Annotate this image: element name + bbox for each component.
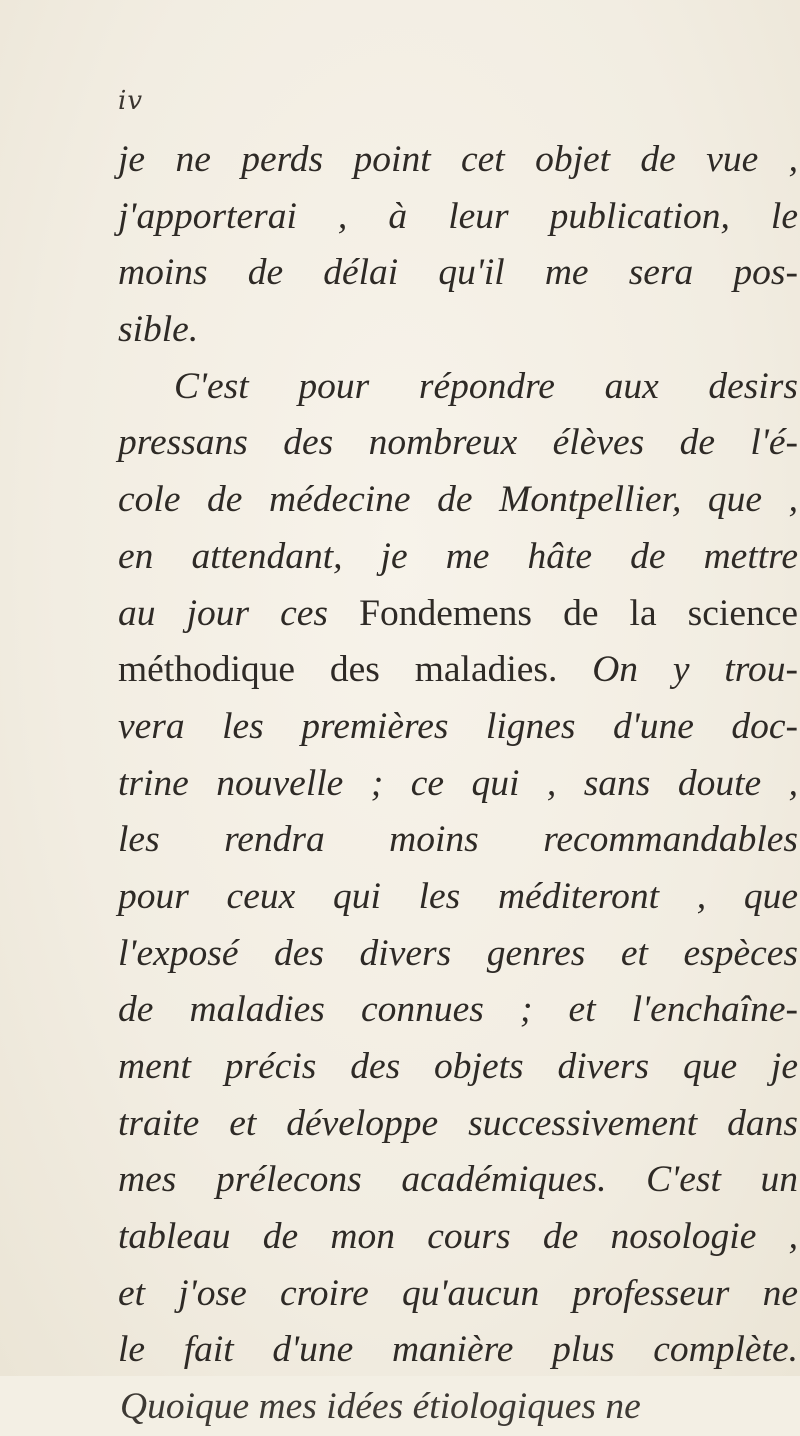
text-line: ment précis des objets divers que je bbox=[118, 1046, 798, 1087]
book-title-segment: méthodique des maladies. bbox=[118, 649, 558, 691]
text-segment-italic: On y trou- bbox=[592, 649, 798, 691]
book-title-segment: Fondemens de la science bbox=[359, 592, 799, 634]
text-line: je ne perds point cet objet de vue , bbox=[118, 139, 798, 180]
text-line: traite et développe successivement dans bbox=[118, 1102, 798, 1144]
text-line: et j'ose croire qu'aucun professeur ne bbox=[118, 1272, 798, 1314]
paragraph-start-line: Quoique mes idées étiologiques ne bbox=[120, 1386, 641, 1428]
text-line: pour ceux qui les méditeront , que bbox=[118, 875, 798, 917]
text-line: mes prélecons académiques. C'est un bbox=[118, 1159, 798, 1201]
text-line: j'apporterai , à leur publication, le bbox=[118, 195, 798, 237]
text-line: l'exposé des divers genres et espèces bbox=[118, 932, 798, 974]
text-line-mixed bbox=[118, 642, 798, 699]
page-folio: iv bbox=[118, 86, 144, 116]
text-line: de maladies connues ; et l'enchaîne- bbox=[118, 989, 798, 1031]
paragraph-start-line: C'est pour répondre aux desirs bbox=[174, 365, 798, 407]
text-line: le fait d'une manière plus complète. bbox=[118, 1329, 798, 1371]
text-line: les rendra moins recommandables bbox=[118, 819, 798, 861]
text-line: sible. bbox=[118, 309, 199, 351]
text-line: trine nouvelle ; ce qui , sans doute , bbox=[118, 762, 798, 804]
text-line: pressans des nombreux élèves de l'é- bbox=[118, 422, 798, 464]
text-line-mixed bbox=[118, 586, 798, 643]
text-line: cole de médecine de Montpellier, que , bbox=[118, 479, 798, 521]
text-line: tableau de mon cours de nosologie , bbox=[118, 1216, 798, 1258]
text-line: en attendant, je me hâte de mettre bbox=[118, 535, 798, 577]
text-segment-italic: au jour ces bbox=[118, 592, 329, 634]
page-body bbox=[118, 132, 798, 1436]
text-line: moins de délai qu'il me sera pos- bbox=[118, 252, 798, 294]
text-line: vera les premières lignes d'une doc- bbox=[118, 705, 798, 747]
